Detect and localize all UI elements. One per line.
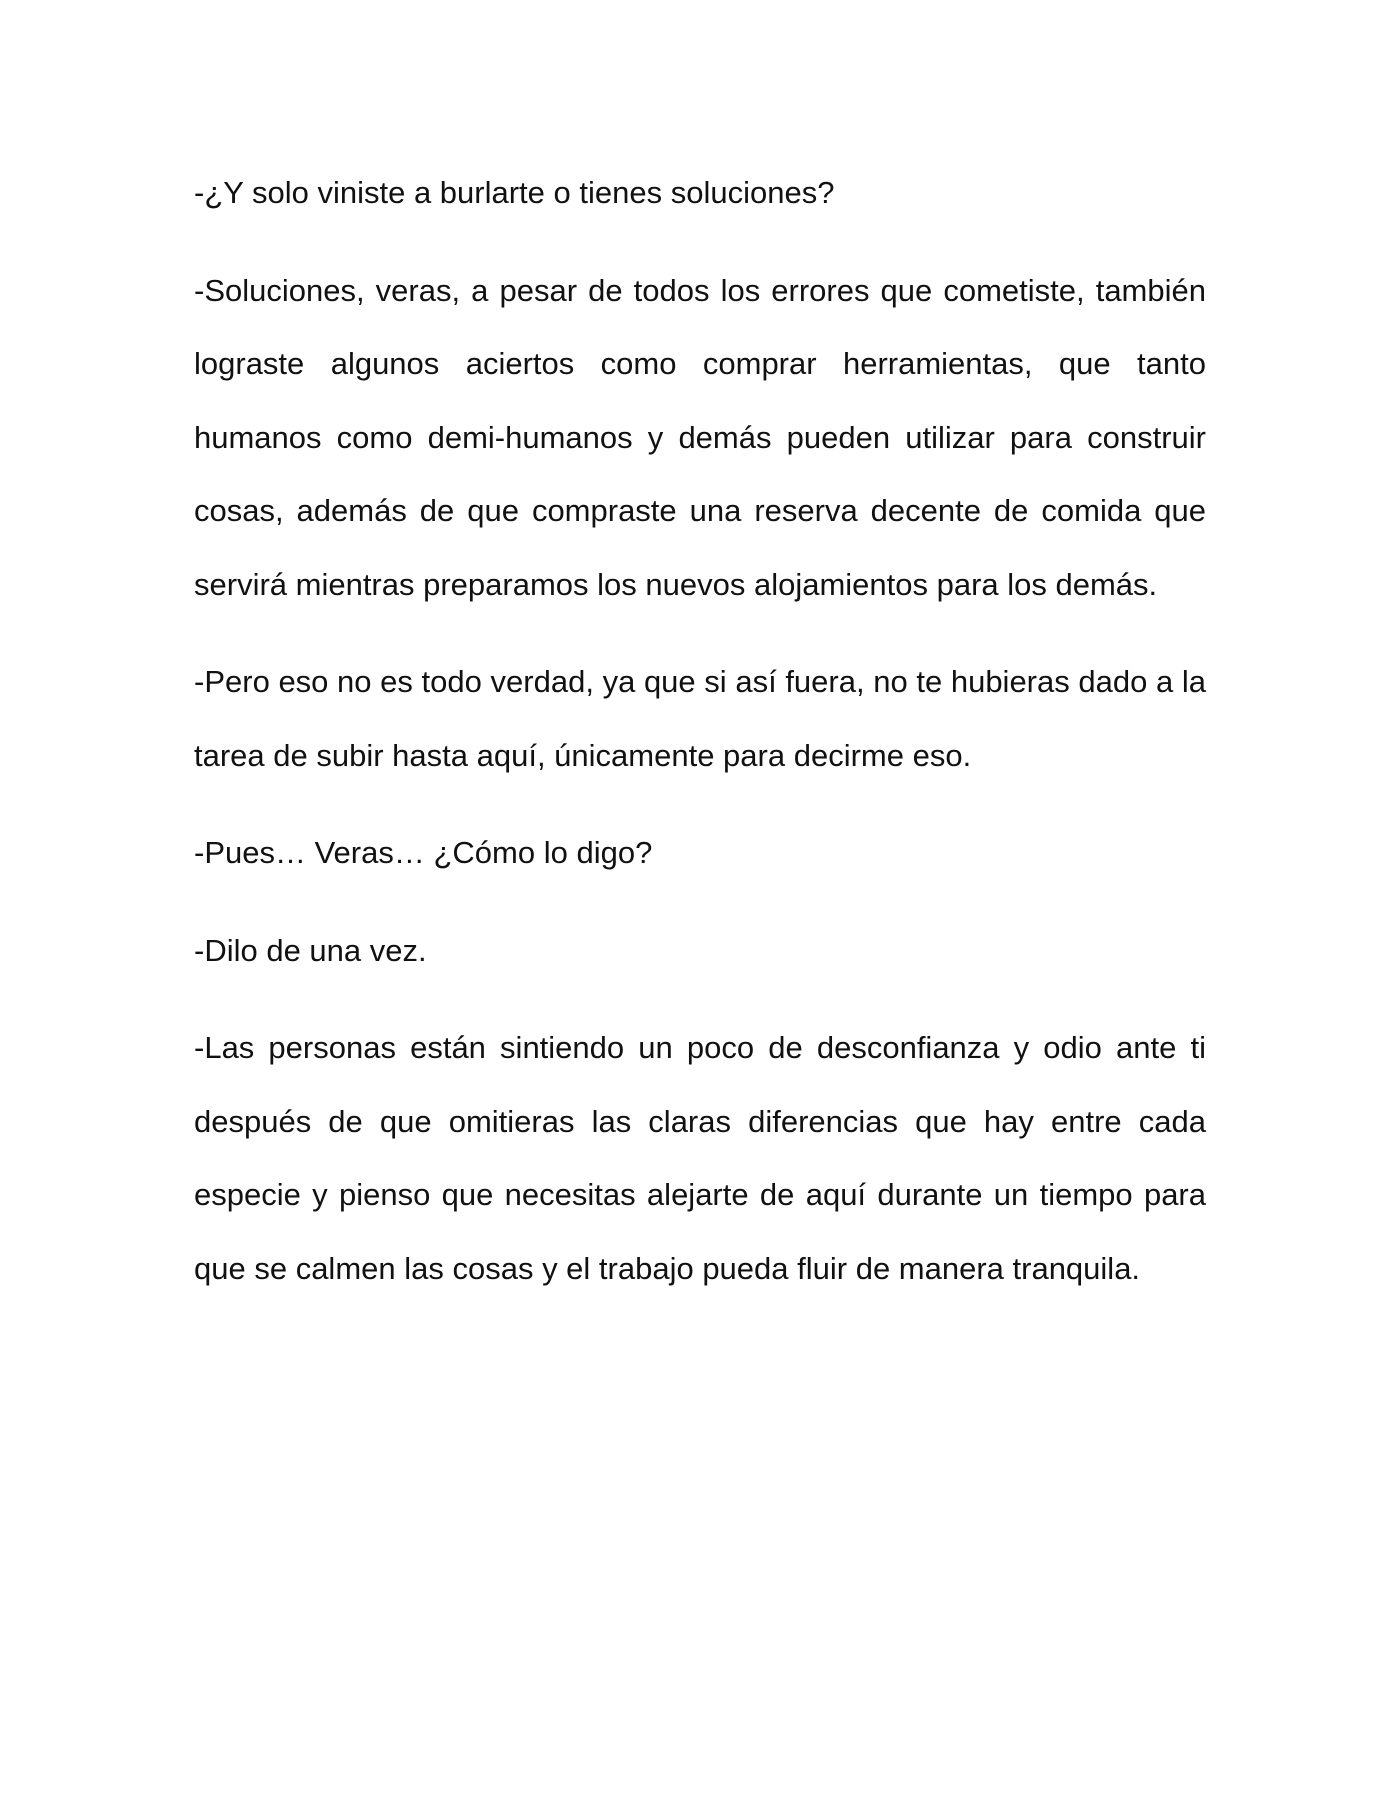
paragraph-2: -Soluciones, veras, a pesar de todos los errores que cometiste, también lograste algunos aciertos como comprar herramientas, que tanto humanos como demi-humanos y demás pueden utilizar para construir cosas, además de que compraste una reserva decente de comida que servirá mientras preparamos los nuevos alojamientos para los demás. — [194, 272, 1206, 602]
document-body — [194, 156, 1206, 1329]
paragraph-4: -Pues… Veras… ¿Cómo lo digo? — [194, 835, 653, 870]
paragraph-6: -Las personas están sintiendo un poco de desconfianza y odio ante ti después de que omitieras las claras diferencias que hay entre cada especie y pienso que necesitas alejarte de aquí durante un tiempo para que se calmen las cosas y el trabajo pueda fluir de manera tranquila. — [194, 1030, 1206, 1286]
paragraph-3: -Pero eso no es todo verdad, ya que si así fuera, no te hubieras dado a la tarea de subir hasta aquí, únicamente para decirme eso. — [194, 664, 1206, 773]
paragraph-5: -Dilo de una vez. — [194, 932, 427, 968]
paragraph-1: -¿Y solo viniste a burlarte o tienes soluciones? — [194, 175, 835, 210]
